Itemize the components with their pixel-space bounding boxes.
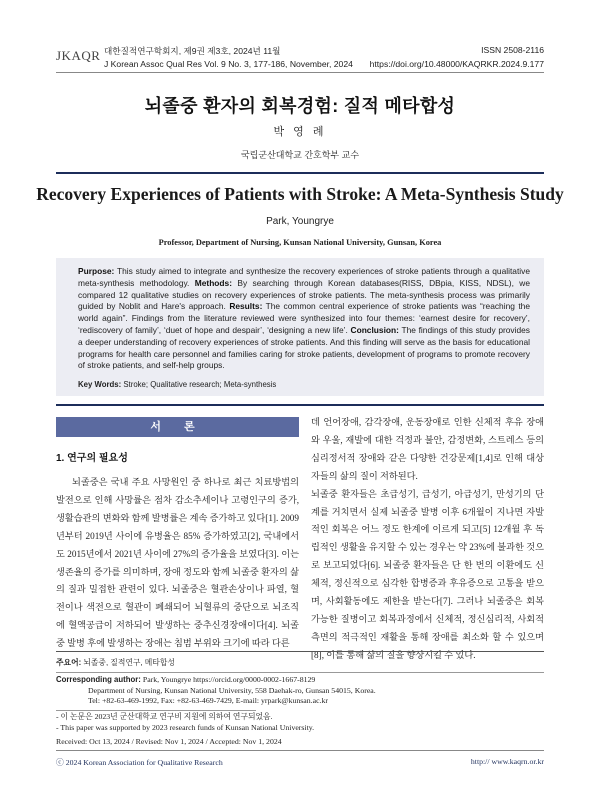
methods-text: By searching through Korean databases(RISS, DBpia, KISS, NDSL), we compared 12 qualitative studies on recovery experiences of stroke patients. The meta-synthesis process was primarily guided by Noblit and Hare's approach. bbox=[78, 277, 530, 312]
header-divider bbox=[56, 72, 544, 73]
purpose-label: Purpose: bbox=[78, 266, 115, 276]
keywords-kr-label: 주요어: bbox=[56, 658, 82, 667]
purpose-text: This study aimed to integrate and synthesize the recovery experiences of stroke patients through a qualitative meta-synthesis methodology. bbox=[78, 266, 530, 288]
corr-label: Corresponding author: bbox=[56, 675, 141, 684]
author-en: Park, Youngrye bbox=[266, 216, 334, 227]
website-link[interactable]: http:// www.kaqrn.or.kr bbox=[470, 757, 544, 766]
subsection-heading: 1. 연구의 필요성 bbox=[56, 453, 128, 464]
title-en: Recovery Experiences of Patients with Stroke: A Meta-Synthesis Study bbox=[36, 184, 564, 204]
abstract-text bbox=[78, 266, 530, 372]
body-text-left: 뇌졸중은 국내 주요 사망원인 중 하나로 최근 치료방법의 발전으로 인해 사망률은 점차 감소추세이나 고령인구의 증가, 생활습관의 변화와 함께 발병률은 계속 증가하고 있다[1]. 2009년부터 2019년 사이에 유병율은 85% 증가하였고[2], 국내에서도 2015년에서 2021년 사이에 27%의 증가율을 보였다[3]. 이는 생존율의 증가를 의미하며, 장애 정도와 함께 뇌졸중 환자의 삶의 질과 밀접한 관련이 있다. 뇌졸중은 혈관손상이나 파열, 혈전이나 색전으로 혈관이 폐쇄되어 뇌혈류의 중단으로 뇌조직에 혈액공급이 저하되어 발생하는 중추신경장애이다[4]. 뇌졸중 발병 후에 발생하는 장애는 침범 부위와 크기에 따라 다른 bbox=[56, 477, 299, 649]
keywords-en bbox=[78, 380, 276, 389]
abstract-bottom-rule bbox=[56, 404, 544, 406]
title-top-rule bbox=[56, 172, 544, 174]
received-dates: Received: Oct 13, 2024 / Revised: Nov 1, 2024 / Accepted: Nov 1, 2024 bbox=[56, 737, 282, 746]
corr-address: Department of Nursing, Kunsan National University, 558 Daehak-ro, Gunsan 54015, Korea. bbox=[88, 685, 376, 695]
funding-notes bbox=[56, 712, 314, 733]
copyright: ⓒ 2024 Korean Association for Qualitative Research bbox=[56, 758, 223, 767]
footer-divider-2 bbox=[56, 672, 544, 673]
footnote-divider bbox=[56, 710, 256, 711]
corr-contact: Tel: +82-63-469-1992, Fax: +82-63-469-7429, E-mail: yrpark@kunsan.ac.kr bbox=[88, 696, 328, 706]
page-bottom-rule bbox=[56, 750, 544, 751]
keywords-kr-text: 뇌졸중, 질적연구, 메타합성 bbox=[81, 658, 175, 667]
conclusion-text: The findings of this study provides a deeper understanding of recovery experiences of stroke patients. And this finding will serve as the basis for educational programs for health care personnel and families caring for stroke patients, development of programs to promote recovery of stroke patients, and self-help groups. bbox=[78, 324, 530, 371]
affiliation-kr: 국립군산대학교 간호학부 교수 bbox=[240, 150, 360, 160]
keywords-kr bbox=[56, 657, 175, 668]
footer-divider bbox=[56, 651, 544, 652]
funding-note-en: - This paper was supported by 2023 research funds of Kunsan National University. bbox=[56, 722, 315, 732]
results-text: The common central experience of stroke patients was “reaching the world again”. Findings from the literature reviewed were synthesized into four themes: ‘earnest desire for recovery’, ‘rediscovery of family’, ‘duet of hope and despair’, ‘designing a new life’. bbox=[78, 301, 530, 335]
section-heading-intro: 서 론 bbox=[56, 417, 299, 437]
keywords-label: Key Words: bbox=[78, 380, 122, 389]
doi-link[interactable]: https://doi.org/10.48000/KAQRKR.2024.9.177 bbox=[369, 59, 544, 69]
corresponding-author bbox=[56, 675, 376, 707]
affiliation-en: Professor, Department of Nursing, Kunsan National University, Gunsan, Korea bbox=[158, 238, 442, 247]
conclusion-label: Conclusion: bbox=[350, 324, 399, 335]
title-kr: 뇌졸중 환자의 회복경험: 질적 메타합성 bbox=[144, 96, 456, 116]
funding-note-kr: - 이 논문은 2023년 군산대학교 연구비 지원에 의하여 연구되었음. bbox=[56, 712, 273, 721]
author-kr: 박 영 례 bbox=[273, 126, 327, 138]
issn: ISSN 2508-2116 bbox=[481, 45, 544, 55]
methods-label: Methods: bbox=[194, 277, 232, 288]
body-text-right: 데 언어장애, 감각장애, 운동장애로 인한 신체적 후유 장애와 우울, 재발에 대한 걱정과 불안, 감정변화, 스트레스 등의 심리정서적 장애와 같은 다양한 건강문제[1,4]로 인해 대상자들의 삶의 질이 저하된다. 뇌졸중 환자들은 초급성기, 급성기, 아급성기, 만성기의 단계를 거치면서 실제 뇌졸중 발병 이후 6개월이 지나면 자발적인 회복은 어느 정도 한계에 이르게 되고[5] 12개월 후 독립적인 생활을 유지할 수 있는 경우는 약 23%에 불과한 것으로 보고되었다[6]. 뇌졸중 환자들은 단 한 번의 이환에도 신체적, 정신적으로 심각한 합병증과 후유증으로 고통을 받으며, 사회활동에도 제한을 받는다[7]. 그러나 뇌졸중은 회복 가능한 질병이고 회복과정에서 신체적, 정신심리적, 사회적 측면의 적극적인 재활을 통해 장애를 최소화 할 수 있으며[8], 이를 통해 삶의 질을 향상시킬 수 있다. bbox=[311, 417, 544, 660]
corr-name: Park, Youngrye https://orcid.org/0000-0002-1667-8129 bbox=[140, 675, 316, 684]
journal-name-kr: 대한질적연구학회지, 제9권 제3호, 2024년 11월 bbox=[104, 46, 281, 56]
keywords-text: Stroke; Qualitative research; Meta-synthesis bbox=[121, 380, 277, 389]
journal-citation-en: J Korean Assoc Qual Res Vol. 9 No. 3, 177-186, November, 2024 bbox=[104, 59, 353, 69]
journal-logo: JKAQR bbox=[56, 48, 101, 63]
results-label: Results: bbox=[229, 301, 263, 312]
